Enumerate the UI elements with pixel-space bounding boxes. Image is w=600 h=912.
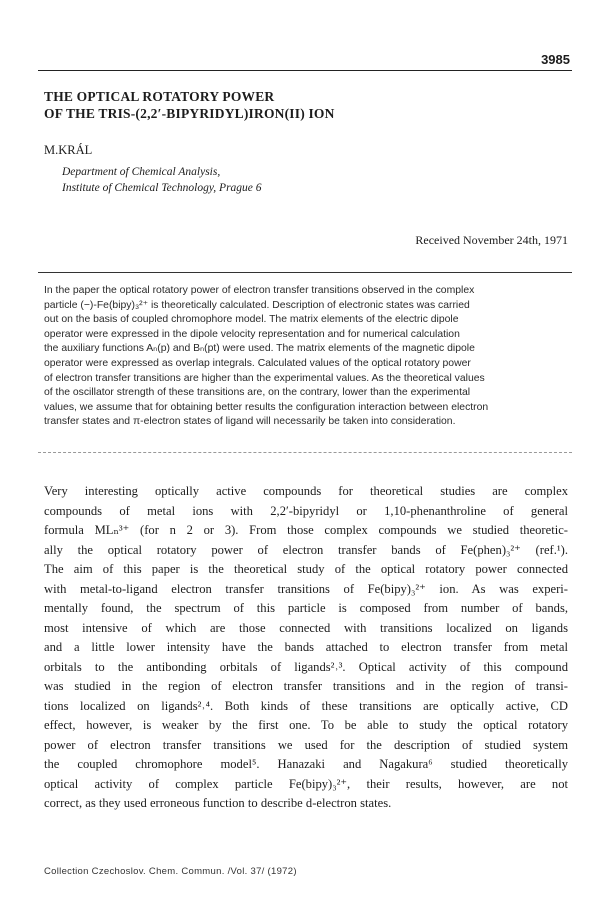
body-line: compounds of metal ions with 2,2′-bipyridyl or 1,10-phenanthroline of general xyxy=(44,503,568,518)
page-number: 3985 xyxy=(541,52,570,67)
body-line: Very interesting optically active compounds for theoretical studies are complex xyxy=(44,484,568,498)
body-line: the coupled chromophore model⁵. Hanazaki and Nagakura⁶ studied theoretically xyxy=(44,757,568,771)
title-line-2: OF THE TRIS-(2,2′-BIPYRIDYL)IRON(II) ION xyxy=(44,106,335,121)
affiliation-line-1: Department of Chemical Analysis, xyxy=(62,166,221,178)
abstract-line: of the oscillator strength of these transitions are, on the contrary, lower than the experimental xyxy=(44,387,471,399)
body-text xyxy=(44,482,568,814)
body-line: most intensive of which are those connected with transitions localized on ligands xyxy=(44,620,568,635)
paper-title xyxy=(44,88,335,122)
body-line: orbitals to the antibonding orbitals of ligands²˒³. Optical activity of this compound xyxy=(44,659,568,674)
body-line: The aim of this paper is the theoretical study of the optical rotatory power connected xyxy=(44,562,568,576)
abstract-top-rule xyxy=(38,272,572,273)
abstract-line: out on the basis of coupled chromophore model. The matrix elements of the electric dipole xyxy=(44,314,459,326)
header-rule xyxy=(38,70,572,71)
body-line: correct, as they used erroneous function to describe d-electron states. xyxy=(44,796,392,810)
body-line: optical activity of complex particle Fe(bipy)₃²⁺, their results, however, are not xyxy=(44,776,568,791)
received-date: Received November 24th, 1971 xyxy=(415,233,568,247)
abstract-line: In the paper the optical rotatory power of electron transfer transitions observed in the complex xyxy=(44,285,475,296)
abstract-line: operator were expressed as overlap integrals. Calculated values of the optical rotatory power xyxy=(44,357,471,369)
body-line: ally the optical rotatory power of electron transfer bands of Fe(phen)₃²⁺ (ref.¹). xyxy=(44,542,568,557)
abstract-line: values, we assume that for obtaining better results the configuration interaction between electron xyxy=(44,401,489,413)
abstract-line: of electron transfer transitions are higher than the experimental values. As the theoretical values xyxy=(44,372,485,384)
body-line: formula MLₙ³⁺ (for n 2 or 3). From those complex compounds we studied theoretic- xyxy=(44,523,568,537)
affiliation xyxy=(62,164,262,196)
body-line: tions localized on ligands²˒⁴. Both kinds of these transitions are optically active, CD xyxy=(44,698,568,713)
abstract xyxy=(44,284,566,430)
abstract-line: particle (−)-Fe(bipy)₃²⁺ is theoretically calculated. Description of electronic states was carried xyxy=(44,299,470,311)
affiliation-line-2: Institute of Chemical Technology, Prague 6 xyxy=(62,182,262,194)
abstract-bottom-rule xyxy=(38,452,572,453)
body-line: and a little lower intensity have the bands attached to electron transfer from metal xyxy=(44,640,568,654)
body-line: effect, however, is weaker by the first one. To be able to study the optical rotatory xyxy=(44,718,568,732)
abstract-line: the auxiliary functions Aₙ(p) and Bₙ(pt) were used. The matrix elements of the magnetic dipole xyxy=(44,343,475,355)
author: M.KRÁL xyxy=(44,143,93,157)
journal-footer: Collection Czechoslov. Chem. Commun. /Vol. 37/ (1972) xyxy=(44,866,297,877)
abstract-line: operator were expressed in the dipole velocity representation and for numerical calculation xyxy=(44,328,460,340)
body-line: was studied in the region of electron transfer transitions and in the region of transi- xyxy=(44,679,568,693)
abstract-line: transfer states and π-electron states of ligand will necessarily be taken into consideration. xyxy=(44,416,456,428)
body-line: mentally found, the spectrum of this particle is composed from number of bands, xyxy=(44,601,568,615)
body-line: power of electron transfer transitions we used for the description of studied system xyxy=(44,737,568,752)
title-line-1: THE OPTICAL ROTATORY POWER xyxy=(44,89,275,104)
body-line: with metal-to-ligand electron transfer transitions of Fe(bipy)₃²⁺ ion. As was experi- xyxy=(44,581,568,596)
